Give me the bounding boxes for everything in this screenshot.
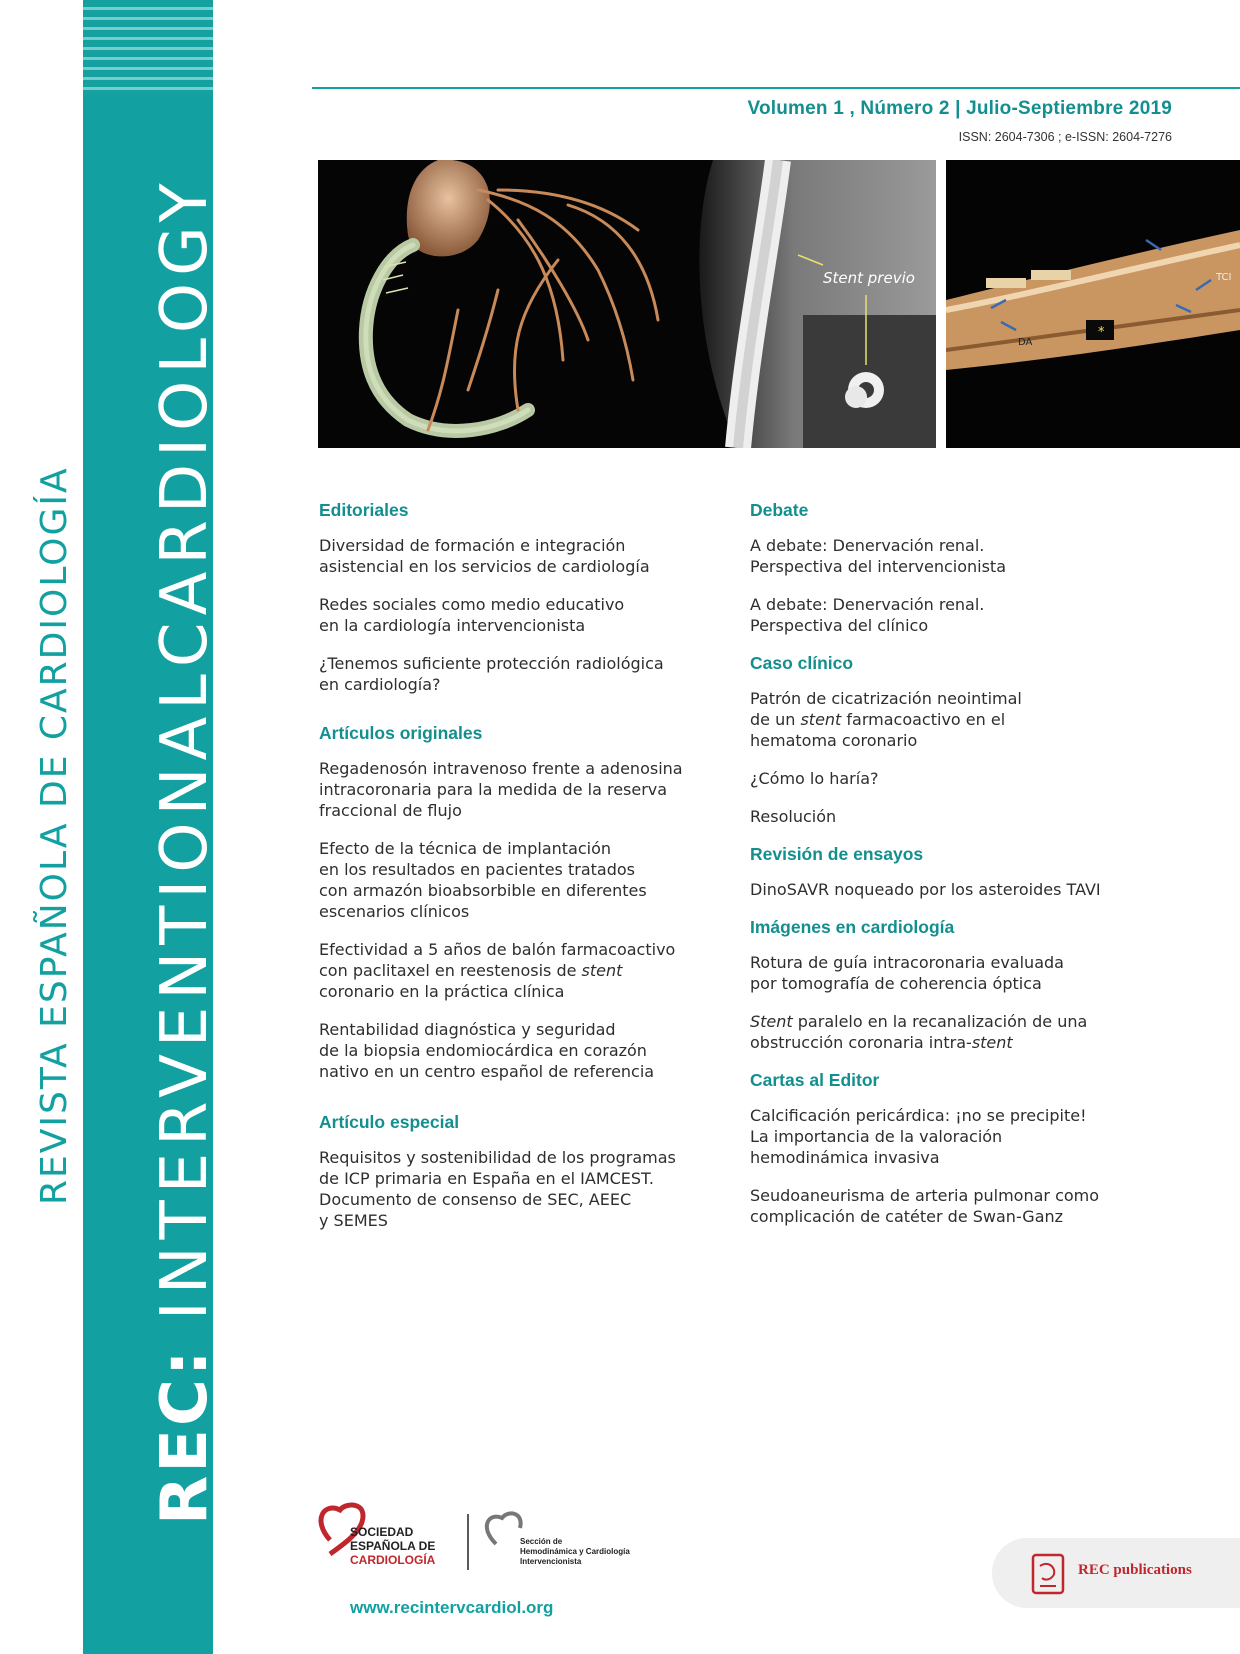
contents-left-column xyxy=(319,500,719,1248)
contents-section xyxy=(319,723,719,1082)
publisher-name: REC publications xyxy=(1078,1562,1192,1578)
vessel-render-illustration xyxy=(946,160,1240,448)
article-title: Regadenosón intravenoso frente a adenosina intracoronaria para la medida de la reserva fraccional de flujo xyxy=(319,759,683,820)
article-title: Calcificación pericárdica: ¡no se precipite! La importancia de la valoración hemodinámica invasiva xyxy=(750,1106,1087,1167)
article-title: Efecto de la técnica de implantación en los resultados en pacientes tratados con armazón bioabsorbible en diferentes escenarios clínicos xyxy=(319,839,647,921)
section-heading: Debate xyxy=(750,500,809,520)
star-label: * xyxy=(1098,325,1105,340)
contents-right-column xyxy=(750,500,1190,1244)
section-heading: Revisión de ensayos xyxy=(750,844,924,864)
article-title: Stent paralelo en la recanalización de una obstrucción coronaria intra-stent xyxy=(750,1012,1088,1052)
article-title: Resolución xyxy=(750,807,837,826)
section-heading: Cartas al Editor xyxy=(750,1070,880,1090)
header-rule xyxy=(312,87,1240,89)
sec-logo-line1: SOCIEDAD xyxy=(350,1525,414,1539)
article-title: ¿Cómo lo haría? xyxy=(750,769,879,788)
journal-title xyxy=(148,176,222,1525)
section-logo-line1: Sección de xyxy=(520,1537,563,1546)
article-title: Patrón de cicatrización neointimal de un stent farmacoactivo en el hematoma coronario xyxy=(750,689,1022,750)
stent-label: Stent previo xyxy=(823,269,915,287)
contents-section xyxy=(750,1070,1190,1227)
contents-section xyxy=(750,653,1190,827)
sec-logo-line2: ESPAÑOLA DE xyxy=(350,1539,436,1553)
contents-section xyxy=(750,844,1190,900)
journal-url[interactable]: www.recintervcardiol.org xyxy=(350,1598,554,1617)
journal-title-bold: REC: xyxy=(148,1347,222,1525)
tci-label: TCI xyxy=(1216,272,1232,283)
section-heart-logo xyxy=(487,1513,521,1544)
da-label: DA xyxy=(1018,337,1033,348)
article-title: Redes sociales como medio educativo en la cardiología intervencionista xyxy=(319,595,625,635)
section-heading: Imágenes en cardiología xyxy=(750,917,955,937)
section-logo-line2: Hemodinámica y Cardiología xyxy=(520,1547,630,1556)
cover-image-vessel xyxy=(946,160,1240,448)
journal-subtitle: REVISTA ESPAÑOLA DE CARDIOLOGÍA xyxy=(34,466,75,1205)
article-title: DinoSAVR noqueado por los asteroides TAVI xyxy=(750,880,1101,899)
publisher-badge xyxy=(992,1538,1240,1608)
society-logos xyxy=(316,1500,666,1575)
contents-section xyxy=(319,1112,719,1231)
sec-logo-line3: CARDIOLOGÍA xyxy=(350,1553,436,1567)
section-heading: Caso clínico xyxy=(750,653,854,673)
article-title: Seudoaneurisma de arteria pulmonar como complicación de catéter de Swan-Ganz xyxy=(750,1186,1100,1226)
article-title: Requisitos y sostenibilidad de los programas de ICP primaria en España en el IAMCEST. Documento de consenso de SEC, AEEC y SEMES xyxy=(319,1148,676,1230)
cover-image-ct xyxy=(318,160,936,448)
article-title: A debate: Denervación renal. Perspectiva del clínico xyxy=(750,595,985,635)
article-title: ¿Tenemos suficiente protección radiológica en cardiología? xyxy=(319,654,664,694)
section-heading: Editoriales xyxy=(319,500,409,520)
publisher-book-icon xyxy=(1030,1552,1066,1596)
article-title: A debate: Denervación renal. Perspectiva del intervencionista xyxy=(750,536,1007,576)
issue-info: Volumen 1 , Número 2 | Julio-Septiembre 2019 xyxy=(747,98,1172,119)
contents-section xyxy=(319,500,719,695)
section-logo-line3: Intervencionista xyxy=(520,1557,582,1566)
contents-section xyxy=(750,500,1190,636)
contents-section xyxy=(750,917,1190,1053)
article-title: Rotura de guía intracoronaria evaluada por tomografía de coherencia óptica xyxy=(750,953,1064,993)
section-heading: Artículos originales xyxy=(319,723,483,743)
logos-svg xyxy=(316,1500,666,1575)
journal-title-rest: INTERVENTIONALCARDIOLOGY xyxy=(148,176,222,1321)
article-title: Diversidad de formación e integración asistencial en los servicios de cardiología xyxy=(319,536,650,576)
section-heading: Artículo especial xyxy=(319,1112,460,1132)
article-title: Rentabilidad diagnóstica y seguridad de la biopsia endomiocárdica en corazón nativo en un centro español de referencia xyxy=(319,1020,655,1081)
article-title: Efectividad a 5 años de balón farmacoactivo con paclitaxel en reestenosis de stent coronario en la práctica clínica xyxy=(319,940,676,1001)
issn-info: ISSN: 2604-7306 ; e-ISSN: 2604-7276 xyxy=(958,130,1172,144)
coronary-ct-illustration xyxy=(318,160,936,448)
